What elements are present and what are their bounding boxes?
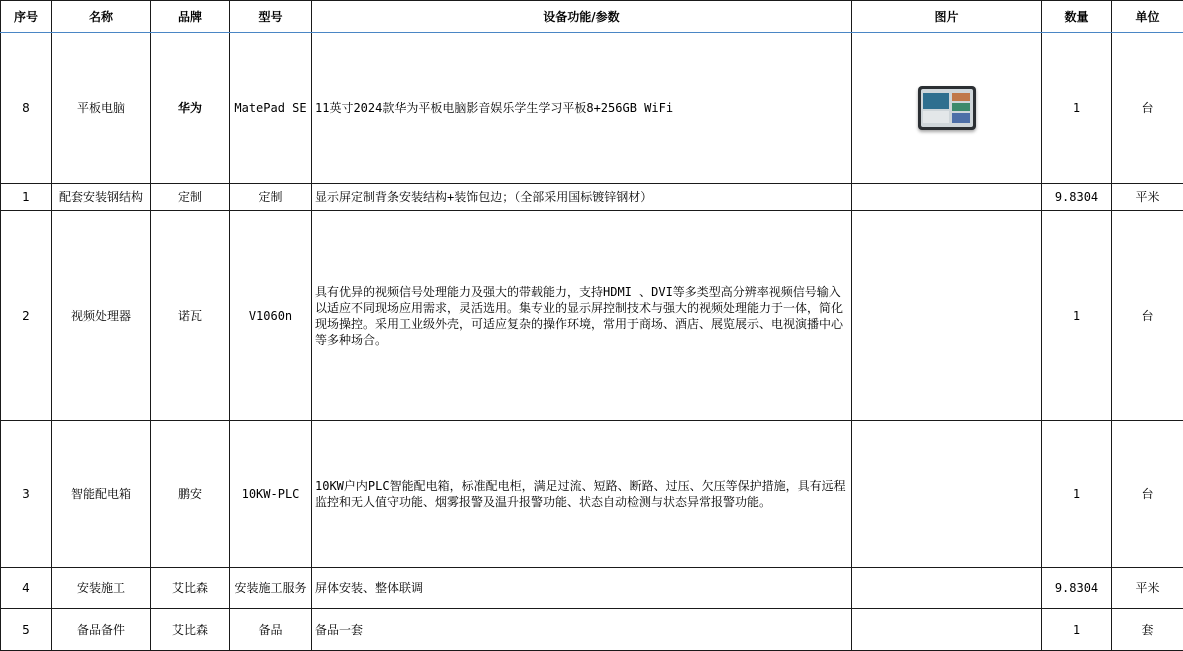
cell-unit[interactable]: 台	[1112, 211, 1183, 421]
cell-qty[interactable]: 1	[1042, 211, 1112, 421]
cell-image[interactable]	[852, 609, 1042, 651]
cell-model[interactable]: MatePad SE	[230, 33, 312, 184]
cell-seq[interactable]: 5	[1, 609, 52, 651]
cell-model[interactable]: V1060n	[230, 211, 312, 421]
cell-image[interactable]	[852, 184, 1042, 211]
cell-name[interactable]: 备品备件	[52, 609, 151, 651]
cell-name[interactable]: 平板电脑	[52, 33, 151, 184]
cell-name[interactable]: 安装施工	[52, 568, 151, 609]
cell-image[interactable]	[852, 568, 1042, 609]
table-row	[1, 609, 1183, 651]
cell-qty[interactable]: 9.8304	[1042, 184, 1112, 211]
cell-spec[interactable]: 具有优异的视频信号处理能力及强大的带载能力，支持HDMI 、DVI等多类型高分辨率视频信号输入以适应不同现场应用需求，灵活选用。集专业的显示屏控制技术与强大的视频处理能力于一体，简化现场操控。采用工业级外壳，可适应复杂的操作环境，常用于商场、酒店、展览展示、电视演播中心等多种场合。	[312, 211, 852, 421]
cell-unit[interactable]: 套	[1112, 609, 1183, 651]
table-row	[1, 33, 1183, 184]
cell-name[interactable]: 智能配电箱	[52, 421, 151, 568]
cell-spec[interactable]: 备品一套	[312, 609, 852, 651]
header-unit[interactable]: 单位	[1112, 1, 1183, 33]
cell-qty[interactable]: 1	[1042, 33, 1112, 184]
cell-name[interactable]: 视频处理器	[52, 211, 151, 421]
cell-brand[interactable]: 华为	[151, 33, 230, 184]
header-model[interactable]: 型号	[230, 1, 312, 33]
cell-qty[interactable]: 1	[1042, 609, 1112, 651]
cell-unit[interactable]: 台	[1112, 421, 1183, 568]
cell-qty[interactable]: 9.8304	[1042, 568, 1112, 609]
cell-seq[interactable]: 3	[1, 421, 52, 568]
header-brand[interactable]: 品牌	[151, 1, 230, 33]
cell-brand[interactable]: 鹏安	[151, 421, 230, 568]
cell-brand[interactable]: 艾比森	[151, 568, 230, 609]
cell-spec[interactable]: 11英寸2024款华为平板电脑影音娱乐学生学习平板8+256GB WiFi	[312, 33, 852, 184]
cell-unit[interactable]: 平米	[1112, 184, 1183, 211]
cell-brand[interactable]: 诺瓦	[151, 211, 230, 421]
table-row	[1, 184, 1183, 211]
cell-seq[interactable]: 1	[1, 184, 52, 211]
table-row	[1, 568, 1183, 609]
cell-image[interactable]	[852, 211, 1042, 421]
cell-qty[interactable]: 1	[1042, 421, 1112, 568]
cell-spec[interactable]: 屏体安装、整体联调	[312, 568, 852, 609]
header-name[interactable]: 名称	[52, 1, 151, 33]
header-image[interactable]: 图片	[852, 1, 1042, 33]
cell-model[interactable]: 安装施工服务	[230, 568, 312, 609]
cell-brand[interactable]: 艾比森	[151, 609, 230, 651]
header-spec[interactable]: 设备功能/参数	[312, 1, 852, 33]
header-qty[interactable]: 数量	[1042, 1, 1112, 33]
cell-model[interactable]: 10KW-PLC	[230, 421, 312, 568]
tablet-photo-icon[interactable]	[918, 86, 976, 130]
cell-seq[interactable]: 8	[1, 33, 52, 184]
cell-image[interactable]	[852, 421, 1042, 568]
cell-spec[interactable]: 10KW户内PLC智能配电箱，标准配电柜，满足过流、短路、断路、过压、欠压等保护措施，具有远程监控和无人值守功能、烟雾报警及温升报警功能、状态自动检测与状态异常报警功能。	[312, 421, 852, 568]
table-row	[1, 421, 1183, 568]
cell-model[interactable]: 定制	[230, 184, 312, 211]
cell-seq[interactable]: 2	[1, 211, 52, 421]
table-row	[1, 211, 1183, 421]
cell-unit[interactable]: 台	[1112, 33, 1183, 184]
cell-image[interactable]	[852, 33, 1042, 184]
cell-model[interactable]: 备品	[230, 609, 312, 651]
cell-seq[interactable]: 4	[1, 568, 52, 609]
cell-name[interactable]: 配套安装钢结构	[52, 184, 151, 211]
cell-brand[interactable]: 定制	[151, 184, 230, 211]
header-row	[1, 1, 1183, 33]
header-seq[interactable]: 序号	[1, 1, 52, 33]
cell-unit[interactable]: 平米	[1112, 568, 1183, 609]
cell-spec[interactable]: 显示屏定制背条安装结构+装饰包边；（全部采用国标镀锌钢材）	[312, 184, 852, 211]
